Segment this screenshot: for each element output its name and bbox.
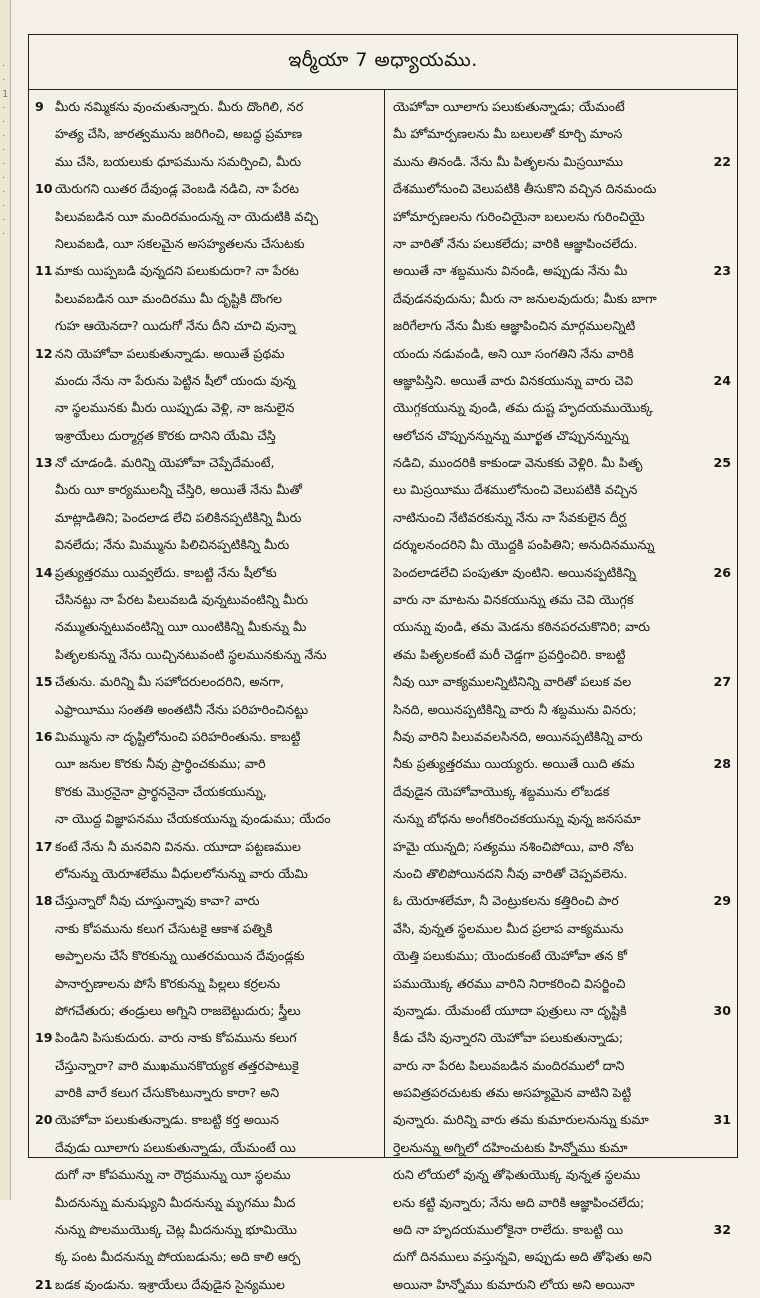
line-text: నీవు యీ వాక్యములన్నిటినిన్ని వారితో పలుక వల	[393, 674, 632, 690]
line-text: చేస్తున్నారా? వారి ముఖమునకొయ్యక తత్తరపాటుకై	[55, 1057, 299, 1073]
line-text: దుగో దినములు వస్తున్నవి, అప్పుడు అది తోఫెతు అని	[393, 1249, 652, 1265]
text-line	[393, 230, 731, 257]
line-text: పానార్పణాలను పోసే కొరకున్ను పిల్లలు కర్రలను	[55, 975, 281, 991]
text-line	[35, 1243, 365, 1270]
verse-number: 17	[35, 838, 53, 854]
line-text: నీకు ప్రత్యుత్తరము యియ్యరు. అయితే యిది తమ	[393, 756, 635, 772]
text-line	[393, 175, 731, 202]
text-line	[35, 449, 365, 476]
line-text: లు మిస్రయీము దేశములోనుంచి వెలుపటికి వచ్చిన	[393, 482, 638, 498]
verse-number: 29	[713, 893, 731, 909]
text-line	[393, 1189, 731, 1216]
line-text: నా వారితో నేను పలుకలేదు; వారికి ఆజ్ఞాపించలేదు.	[393, 235, 638, 251]
text-line	[393, 1271, 731, 1298]
text-line	[393, 887, 731, 914]
text-line	[393, 394, 731, 421]
line-text: దుగో నా కోపమున్ను నా రౌద్రమున్ను యీ స్థలము	[55, 1167, 291, 1183]
text-line	[35, 504, 365, 531]
line-text: అయితే నా శబ్దమును వినండి, అప్పుడు నేను మీ	[393, 263, 628, 279]
text-line	[393, 120, 731, 147]
text-line	[35, 942, 365, 969]
text-line	[35, 915, 365, 942]
text-line	[35, 1024, 365, 1051]
line-text: మాట్లాడితిని; పెందలాడ లేచి పలికినప్పటికిన్ని మీరు	[55, 509, 302, 525]
page-frame	[28, 34, 738, 1292]
line-text: పోగచేతురు; తండ్రులు అగ్నిని రాజబెట్టుదురు; స్త్రీలు	[55, 1002, 301, 1018]
verse-number: 15	[35, 674, 53, 690]
line-text: మీదనున్ను మనుష్యుని మీదనున్ను మృగము మీద	[55, 1194, 296, 1210]
text-line	[393, 970, 731, 997]
text-line	[393, 285, 731, 312]
text-line	[35, 997, 365, 1024]
text-line	[393, 915, 731, 942]
text-line	[35, 120, 365, 147]
verse-number: 12	[35, 345, 53, 361]
text-line	[393, 833, 731, 860]
text-line	[35, 148, 365, 175]
gutter-marks: · · 1 · · · · · · · · · ·	[2, 61, 9, 240]
text-line	[35, 1079, 365, 1106]
line-text: ఓ యెరూశలేమా, నీ వెంట్రుకలను కత్తిరించి పార	[393, 893, 619, 909]
text-line	[35, 1052, 365, 1079]
verse-number: 13	[35, 455, 53, 471]
verse-number: 21	[35, 1276, 53, 1292]
text-line	[35, 367, 365, 394]
verse-number: 11	[35, 263, 53, 279]
line-text: వారికి వారే కలుగ చేసుకొంటున్నారు కారా? అని	[55, 1085, 280, 1101]
text-line	[393, 942, 731, 969]
text-line	[35, 175, 365, 202]
text-line	[393, 997, 731, 1024]
text-line	[393, 860, 731, 887]
text-line	[393, 1052, 731, 1079]
line-text: వున్నారు. మరిన్ని వారు తమ కుమారులనున్ను కుమా	[393, 1112, 649, 1128]
line-text: యెహోవా పలుకుతున్నాడు. కాబట్టి కర్త అయిన	[55, 1112, 279, 1128]
text-line	[35, 887, 365, 914]
line-text: వారు నా మాటను వినకయున్ను తమ చెవి యొగ్గక	[393, 592, 634, 608]
line-text: దేశములోనుంచి వెలుపటికి తీసుకొని వచ్చిన దినమందు	[393, 181, 657, 197]
text-line	[393, 1243, 731, 1270]
verse-number: 30	[713, 1002, 731, 1018]
verse-number: 23	[713, 263, 731, 279]
line-text: వేసి, వున్నత స్థలముల మీద ప్రలాప వాక్యమును	[393, 920, 624, 936]
text-line	[35, 230, 365, 257]
line-text: యొగ్గకయున్ను వుండి, తమ దుష్ట హృదయముయొక్క	[393, 400, 653, 416]
line-text: నిలువబడి, యీ సకలమైన అసహ్యతలను చేసుటకు	[55, 235, 305, 251]
line-text: వారు నా పేరట పిలువబడిన మందిరములో దాని	[393, 1057, 625, 1073]
text-line	[35, 312, 365, 339]
line-text: బడక వుండును. ఇశ్రాయేలు దేవుడైన సైన్యముల	[55, 1276, 285, 1292]
text-line	[393, 723, 731, 750]
text-line	[393, 668, 731, 695]
text-line	[393, 750, 731, 777]
line-text: సినది, అయినప్పటికిన్ని వారు నీ శబ్దమును వినరు;	[393, 701, 637, 717]
line-text: కీడు చేసి వున్నారని యెహోవా పలుకుతున్నాడు;	[393, 1030, 624, 1046]
line-text: కొరకు మొర్రనైనా ప్రార్థననైనా చేయకయున్ను,	[55, 783, 267, 799]
text-line	[35, 285, 365, 312]
line-text: రుని లోయలో వున్న తోఫెతుయొక్క వున్నత స్థలము	[393, 1167, 641, 1183]
line-text: మాకు యిప్పబడి వున్నదని పలుకుదురా? నా పేరట	[55, 263, 299, 279]
line-text: లోనున్ను యెరూశలేము వీధులలోనున్ను వారు యేమి	[55, 865, 308, 881]
line-text: దేవుడనవుదును; మీరు నా జనులవుదురు; మీకు బాగా	[393, 290, 657, 306]
verse-number: 31	[713, 1112, 731, 1128]
verse-number: 10	[35, 181, 53, 197]
chapter-header	[29, 35, 737, 90]
text-line	[393, 1134, 731, 1161]
text-line	[393, 1079, 731, 1106]
text-line	[393, 559, 731, 586]
line-text: యీ జనుల కొరకు నీవు ప్రార్థించకుము; వారి	[55, 756, 266, 772]
line-text: దర్శులనందరిని మీ యొద్దకి పంపితిని; అనుదినమున్ను	[393, 537, 655, 553]
line-text: పెందలాడలేచి పంపుతూ వుంటిని. అయినప్పటికిన్ని	[393, 564, 637, 580]
line-text: నాకు కోపమును కలుగ చేసుటకై ఆకాశ పత్నికి	[55, 920, 273, 936]
chapter-title: ఇర్మీయా 7 అధ్యాయము.	[288, 49, 478, 71]
line-text: కంటే నేను నీ మనవిని వినను. యూదా పట్టణముల	[55, 838, 301, 854]
line-text: పిండిని పిసుకుదురు. వారు నాకు కోపమును కలుగ	[55, 1030, 297, 1046]
line-text: వున్నాడు. యేమంటే యూదా పుత్రులు నా దృష్టికి	[393, 1002, 627, 1018]
text-line	[393, 203, 731, 230]
verse-number: 28	[713, 756, 731, 772]
text-line	[35, 1189, 365, 1216]
verse-number: 14	[35, 564, 53, 580]
text-line	[35, 1216, 365, 1243]
line-text: ఆజ్ఞాపిస్తిని. అయితే వారు వినకయున్ను వారు చెవి	[393, 372, 634, 388]
text-line	[35, 1134, 365, 1161]
line-text: గుహ ఆయెనదా? యిదుగో నేను దీని చూచి వున్నా	[55, 318, 296, 334]
line-text: జరిగేలాగు నేను మీకు ఆజ్ఞాపించిన మార్గములన్నిటి	[393, 318, 636, 334]
line-text: పిలువబడిన యీ మందిరమందున్న నా యెదుటికి వచ్చి	[55, 208, 319, 224]
line-text: ము చేసి, బయలుకు ధూపమును సమర్పించి, మీరు	[55, 153, 302, 169]
line-text: చేతును. మరిన్ని మీ సహోదరులందరిని, అనగా,	[55, 674, 285, 690]
text-line	[35, 257, 365, 284]
text-line	[35, 641, 365, 668]
line-text: మీరు యీ కార్యములన్నీ చేస్తిరి, అయితే నేను మీతో	[55, 482, 302, 498]
line-text: మీరు నమ్మికను వుంచుతున్నారు. మీరు దొంగిలి, నర	[55, 99, 304, 114]
line-text: యెహోవా యీలాగు పలుకుతున్నాడు; యేమంటే	[393, 99, 625, 114]
line-text: హోమార్పణలను గురించియైనా బలులను గురించియై	[393, 208, 645, 224]
column-divider	[384, 89, 385, 1157]
text-line	[35, 476, 365, 503]
text-line	[393, 1024, 731, 1051]
text-line	[393, 1161, 731, 1188]
verse-number: 25	[713, 455, 731, 471]
page-gutter-edge	[0, 0, 11, 1200]
line-text: నీవు వారిని పిలువవలసినది, అయినప్పటికిన్ని వారు	[393, 728, 643, 744]
line-text: చేస్తున్నారో నీవు చూస్తున్నావు కావా? వారు	[55, 893, 260, 909]
line-text: పితృలకున్ను నేను యిచ్చినటువంటి స్థలమునకున్ను నేను	[55, 646, 327, 662]
line-text: తమ పితృలకంటే మరీ చెడ్డగా ప్రవర్తించిరి. కాబట్టి	[393, 646, 626, 662]
text-line	[35, 93, 365, 120]
line-text: నాటినుంచి నేటివరకున్ను నేను నా సేవకులైన దీర్ఘ	[393, 509, 626, 525]
text-line	[35, 203, 365, 230]
verse-number: 9	[35, 99, 44, 114]
text-line	[393, 641, 731, 668]
text-line	[393, 367, 731, 394]
line-text: అప్పాలను చేసే కొరకున్ను యితరమయిన దేవుండ్లకు	[55, 948, 305, 964]
text-line	[35, 668, 365, 695]
right-text-column	[393, 93, 731, 1298]
text-line	[393, 1106, 731, 1133]
verse-number: 27	[713, 674, 731, 690]
text-line	[393, 696, 731, 723]
verse-number: 32	[713, 1222, 731, 1238]
line-text: మును తినండి. నేను మీ పితృలను మిస్రయీము	[393, 153, 624, 169]
verse-number: 19	[35, 1030, 53, 1046]
text-line	[35, 778, 365, 805]
line-text: మందు నేను నా పేరును పెట్టిన షీలో యందు వున్న	[55, 372, 296, 388]
text-line	[393, 1216, 731, 1243]
text-line	[393, 257, 731, 284]
text-line	[393, 312, 731, 339]
text-line	[35, 1161, 365, 1188]
line-text: పిలువబడిన యీ మందిరము మీ దృష్టికి దొంగల	[55, 290, 283, 306]
text-line	[35, 833, 365, 860]
text-line	[35, 613, 365, 640]
line-text: మిమ్మును నా దృష్టిలోనుంచి పరిహరింతును. కాబట్టి	[55, 728, 301, 744]
line-text: నడిచి, ముందరికి కాకుండా వెనుకకు వెళ్లిరి. మీ పితృ	[393, 455, 643, 471]
line-text: ప్రత్యుత్తరము యివ్వలేదు. కాబట్టి నేను షీలోకు	[55, 564, 277, 580]
line-text: ఇశ్రాయేలు దుర్మార్గత కొరకు దానిని యేమి చేస్తి	[55, 427, 276, 443]
line-text: యెత్తి పలుకుము; యెందుకంటే యెహోవా తన కో	[393, 948, 627, 964]
line-text: నున్ను పొలముయొక్క చెట్ల మీదనున్ను భూమియొ	[55, 1222, 297, 1238]
text-line	[35, 805, 365, 832]
line-text: పముయొక్క తరము వారిని నిరాకరించి విసర్జించి	[393, 975, 626, 991]
text-line	[393, 93, 731, 120]
text-line	[35, 422, 365, 449]
line-text: నున్ను బోధను అంగీకరించకయున్ను వున్న జనసమా	[393, 811, 641, 827]
verse-number: 22	[713, 153, 731, 169]
line-text: మీ హోమార్పణలను మీ బలులతో కూర్చి మాంస	[393, 126, 623, 142]
text-line	[393, 778, 731, 805]
line-text: నని యెహోవా పలుకుతున్నాడు. అయితే ప్రథమ	[55, 345, 285, 361]
left-text-column	[35, 93, 365, 1298]
text-line	[35, 559, 365, 586]
line-text: హమై యున్నది; సత్యము నశించిపోయి, వారి నోట	[393, 838, 634, 854]
line-text: వినలేదు; నేను మిమ్మును పిలిచినప్పటికిన్ని మీరు	[55, 537, 290, 553]
line-text: నా స్థలమునకు మీరు యిప్పుడు వెళ్లి, నా జనులైన	[55, 400, 295, 416]
line-text: అపవిత్రపరచుటకు తమ అసహ్యమైన వాటిని పెట్టి	[393, 1085, 632, 1101]
line-text: అది నా హృదయములోకైనా రాలేదు. కాబట్టి యి	[393, 1222, 624, 1238]
line-text: ఎఫ్రాయీము సంతతి అంతటినీ నేను పరిహరించినట్టు	[55, 701, 309, 717]
verse-number: 16	[35, 728, 53, 744]
text-line	[35, 723, 365, 750]
line-text: నుంచి తొలిపోయినదని నీవు వారితో చెప్పవలెను.	[393, 865, 628, 881]
line-text: ర్తెలనున్ను అగ్నిలో దహించుటకు హిన్నోము కుమా	[393, 1139, 628, 1155]
line-text: యెరుగని యితర దేవుండ్ల వెంబడి నడిచి, నా పేరట	[55, 181, 299, 197]
text-line	[35, 1271, 365, 1298]
line-text: క్క పంట మీదనున్ను పోయబడును; అది కాలి ఆర్ప	[55, 1249, 301, 1265]
line-text: నో చూడండి. మరిన్ని యెహోవా చెప్పేదేమంటే,	[55, 455, 275, 471]
line-text: నా యొద్ద విజ్ఞాపనము చేయకయున్ను వుండుము; యేదం	[55, 811, 331, 827]
text-line	[393, 531, 731, 558]
text-line	[35, 394, 365, 421]
verse-number: 20	[35, 1112, 53, 1128]
text-line	[35, 970, 365, 997]
line-text: నమ్ముతున్నటువంటిన్ని యీ యింటికిన్ని మీకున్ను మీ	[55, 619, 307, 635]
line-text: దేవుడు యీలాగు పలుకుతున్నాడు, యేమంటే యి	[55, 1139, 296, 1155]
text-line	[393, 148, 731, 175]
verse-number: 18	[35, 893, 53, 909]
line-text: హత్య చేసి, జారత్వమును జరిగించి, అబద్ధ ప్రమాణ	[55, 126, 303, 142]
line-text: ఆలోచన చొప్పునన్నున్ను మూర్ఖత చొప్పునన్నున్ను	[393, 427, 629, 443]
text-line	[393, 586, 731, 613]
text-line	[35, 696, 365, 723]
text-line	[393, 805, 731, 832]
verse-number: 26	[713, 564, 731, 580]
text-line	[35, 340, 365, 367]
text-line	[35, 860, 365, 887]
text-line	[35, 750, 365, 777]
line-text: యందు నడువండి, అని యీ సంగతిని నేను వారికి	[393, 345, 634, 361]
text-line	[393, 422, 731, 449]
line-text: యున్ను వుండి, తమ మెడను కఠినపరచుకొనిరి; వారు	[393, 619, 651, 635]
text-line	[393, 449, 731, 476]
text-line	[393, 340, 731, 367]
line-text: అయినా హిన్నోము కుమారుని లోయ అని అయినా	[393, 1276, 635, 1292]
line-text: చేసినట్టు నా పేరట పిలువబడి వున్నటువంటిన్ని మీరు	[55, 592, 309, 608]
line-text: లను కట్టి వున్నారు; నేను అది వారికి ఆజ్ఞాపించలేదు;	[393, 1194, 645, 1210]
text-line	[35, 1106, 365, 1133]
text-line	[393, 504, 731, 531]
verse-number: 24	[713, 372, 731, 388]
text-line	[35, 586, 365, 613]
text-line	[393, 613, 731, 640]
text-line	[35, 531, 365, 558]
line-text: దేవుడైన యెహోవాయొక్క శబ్దమును లోబడక	[393, 783, 610, 799]
text-line	[393, 476, 731, 503]
